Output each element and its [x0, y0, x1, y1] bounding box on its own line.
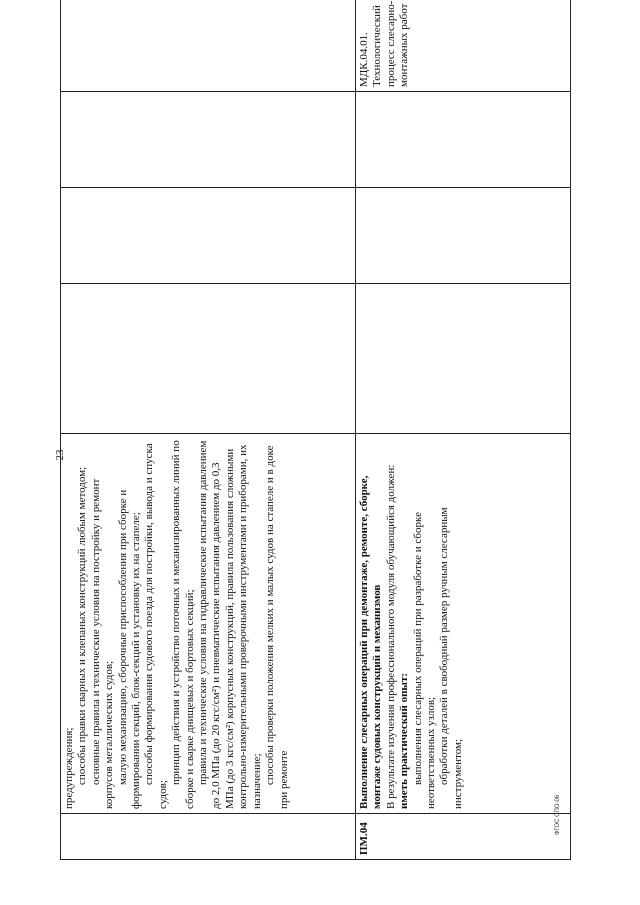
table-row [356, 0, 571, 860]
code-cell [61, 814, 356, 860]
empty-cell [356, 188, 571, 284]
page-number: 23 [54, 449, 66, 461]
empty-cell [61, 188, 356, 284]
module-title: Выполнение слесарных операций при демонтаже, ремонте, сборке, монтаже судовых конструкций и механизмов [358, 475, 384, 809]
list-item: правила и технические условия на гидравлические испытания давлением до 2,0 МПа (до 20 кгс/см²) и пневматические испытания давлением до 0,3 МПа (до 3 кгс/см²) корпусных конструкций, правила пользования сложными контрольно-измерительными проверочными инструментами и приборами, их назначение; [197, 440, 263, 809]
empty-cell [61, 0, 356, 92]
list-item: выполнения слесарных операций при разработке и сборке неответственных узлов; [411, 512, 438, 809]
module-content-cell [356, 434, 571, 814]
list-item: обработки деталей в свободный размер ручным слесарным инструментом; [438, 507, 464, 809]
module-code: ПМ.04 [356, 814, 571, 860]
list-item: способы правки сварных и клепаных конструкций любым методом; [76, 466, 89, 785]
footer-mark: ФГОС СПО-06 [555, 794, 561, 835]
rotated-page [60, 0, 560, 860]
content-cell [61, 434, 356, 814]
list-item: принцип действия и устройство поточных и механизированных линий по сборке и сварке днищевых и бортовых секций; [170, 440, 196, 809]
empty-cell [356, 284, 571, 434]
list-item: способы формирования судового поезда для постройки, вывода и спуска судов; [143, 443, 169, 809]
empty-cell [61, 92, 356, 188]
module-intro: В результате изучения профессионального модуля обучающийся должен: [384, 464, 397, 809]
curriculum-table [60, 0, 571, 860]
experience-heading: иметь практический опыт: [398, 672, 411, 809]
table-row [61, 0, 356, 860]
list-item: способы проверки положения мелких и малых судов на стапеле и в доке при ремонте [264, 445, 290, 809]
empty-cell [356, 92, 571, 188]
empty-cell [61, 284, 356, 434]
list-item: предупреждения; [63, 727, 75, 809]
list-item: основные правила и технические условия на постройку и ремонт корпусов металлических судов; [89, 478, 116, 809]
mdk-cell: МДК.04.01. Технологический процесс слесарно-монтажных работ [356, 0, 571, 92]
list-item: малую механизацию, сборочные приспособления при сборке и формировании секций, блок-секций и установку их на стапеле; [116, 489, 143, 809]
